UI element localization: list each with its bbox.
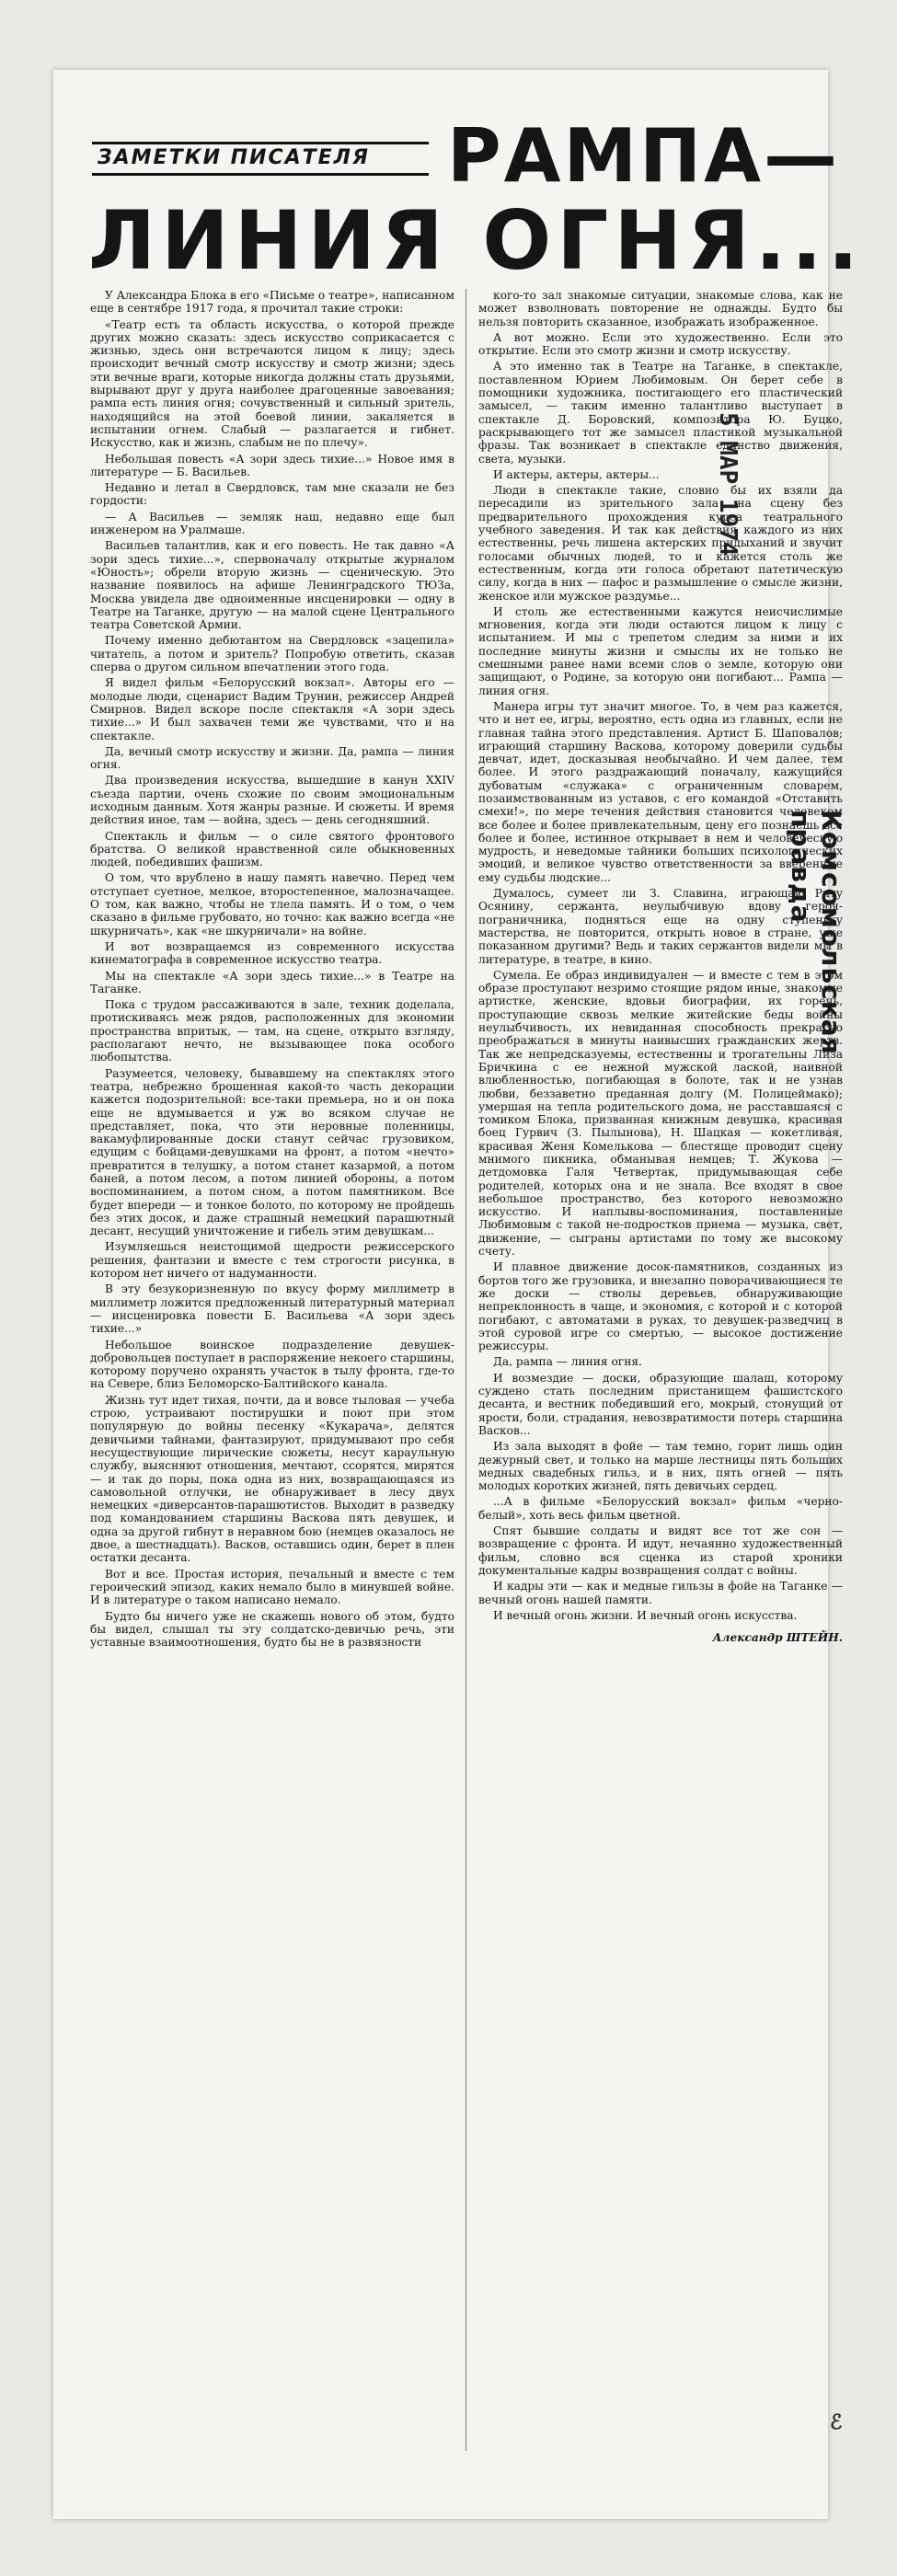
rubric-label: ЗАМЕТКИ ПИСАТЕЛЯ [92, 142, 429, 176]
paragraph: А это именно так в Театре на Таганке, в спектакле, поставленном Юрием Любимовым. Он берет себе в помощники художника, постигающего его пластический замысел, — таким именно талантливо выступает в спектакле Д. Боровский, композитора Ю. Буцко, раскрывающего тот же замысел пластикой музыкальной фразы. Так возникает в спектакле единство движения, света, музыки. [478, 360, 843, 466]
paragraph: Да, вечный смотр искусству и жизни. Да, рампа — линия огня. [90, 744, 454, 772]
paragraph: Манера игры тут значит многое. То, в чем раз кажется, что и нет ее, игры, вероятно, есть одна из главных, если не главная тайна этого представления. Артист Б. Шаповалов; играющий старшину Васкова, которому доверили судьбы девчат, идет, досказывая необычайно. И чем далее, тем более. И этого раздражающий поначалу, кажущийся дубоватым «служака» с ограниченным словарем, позаимствованным из уставов, с его командой «Отставить смехи!», по мере течения действия становится человеком все более и более привлекательным, цену его познаешь все более и более, истинное открывает в нем и человеческую мудрость, и неведомые тайники больших психологических эмоций, и великое чувство ответственности за вверенные ему судьбы людские... [478, 699, 843, 884]
paragraph: Спят бывшие солдаты и видят все тот же сон — возвращение с фронта. И идут, нечаянно художественный фильм, словно вся сценка из старой хроники документальные кадры возвращения солдат с войны. [478, 1524, 843, 1577]
paragraph: Вот и все. Простая история, печальный и вместе с тем героический эпизод, каких немало было в минувшей войне. И в литературе о таком написано немало. [90, 1567, 454, 1607]
paragraph: Васильев талантлив, как и его повесть. Не так давно «А зори здесь тихие...», спервоначалу открытые журналом «Юность»; обрели вторую жизнь — сценическую. Это название появилось на афише Ленинградского ТЮЗа, Москва увидела две одноименные инсценировки — одну в Театре на Таганке, другую — на малой сцене Центрального театра Советской Армии. [90, 539, 454, 632]
paragraph: И столь же естественными кажутся неисчислимые мгновения, когда эти люди остаются лицом к лицу с испытанием. И мы с трепетом следим за ними и их последние минуты жизни и смыслы их не только не смешными ранее нами всеми слов о земле, которую они защищают, о Родине, за которую они погибают... Рампа — линия огня. [478, 604, 843, 697]
paragraph: Спектакль и фильм — о силе святого фронтового братства. О великой нравственной силе обыкновенных людей, победивших фашизм. [90, 829, 454, 869]
paragraph: Недавно и летал в Свердловск, там мне сказали не без гордости: [90, 481, 454, 508]
paragraph: — А Васильев — земляк наш, недавно еще был инженером на Уралмаше. [90, 510, 454, 537]
paragraph: И вечный огонь жизни. И вечный огонь искусства. [493, 1608, 798, 1622]
paragraph: Пока с трудом рассаживаются в зале, техник доделала, протискиваясь меж рядов, расположенных для экономии пространства впритык, — там, на сцене, открыто взгляду, располагают нечто, не вызывающее пока особого любопытства. [90, 998, 454, 1064]
paragraph: Будто бы ничего уже не скажешь нового об этом, будто бы видел, слышал ты эту солдатско-девичью речь, эти уставные взаимоотношения, будто бы не в развязности [90, 1609, 454, 1650]
date-stamp: 5 МАР 1974 [714, 412, 742, 557]
paragraph: И плавное движение досок-памятников, созданных из бортов того же грузовика, и внезапно поворачивающиеся те же доски — стволы деревьев, обнаруживающие непреклонность в чаще, и экономия, с которой и с которой погибают, с автоматами в руках, то девушек-разведчиц в этой суровой игре со смертью, — высокое достижение режиссуры. [478, 1260, 843, 1353]
paragraph: У Александра Блока в его «Письме о театре», написанном еще в сентябре 1917 года, я прочитал такие строки: [90, 289, 454, 316]
paragraph: И вот возвращаемся из современного искусства кинематографа в современное искусство театра. [90, 939, 454, 967]
paragraph: А вот можно. Если это художественно. Если это открытие. Если это смотр жизни и смотр искусству. [478, 330, 843, 358]
headline-line-2: ЛИНИЯ ОГНЯ... [88, 193, 865, 288]
margin-mark-icon: ℰ [830, 2410, 843, 2434]
paragraph: кого-то зал знакомые ситуации, знакомые слова, как не может взволновать повторение не однажды. Будто бы нельзя повторить сказанное, изображать изображенное. [478, 289, 843, 328]
paragraph: Изумляешься неистощимой щедрости режиссерского решения, фантазии и вместе с тем строгости рисунка, в котором нет ничего от надуманности. [90, 1240, 454, 1281]
paragraph: Да, рампа — линия огня. [493, 1355, 642, 1369]
paragraph: Небольшое воинское подразделение девушек-добровольцев поступает в распоряжение некоего старшины, которому поручено охранять участок в тылу фронта, где-то на Севере, близ Беломорско-Балтийского канала. [90, 1338, 454, 1391]
paragraph: «Театр есть та область искусства, о которой прежде других можно сказать: здесь искусство соприкасается с жизнью, здесь они встречаются лицом к лицу; здесь происходит вечный смотр искусству и смотр жизни; здесь эти вечные враги, которые никогда должны стать друзьями, вырывают друг у друга наиболее драгоценные завоевания; рампа есть линия огня; сочувственный и сильный зритель, находящийся на этой боевой линии, закаляется в испытании огнем. Слабый — разлагается и гибнет. Искусство, как и жизнь, слабым не по плечу». [90, 317, 454, 450]
article-column-left [90, 289, 454, 2460]
paragraph: Жизнь тут идет тихая, почти, да и вовсе тыловая — учеба строю, устраивают постирушки и поют при этом популярную до войны песенку «Кукарача», делятся девичьими тайнами, фантазируют, придумывают про себя несуществующие лирические сюжеты, несут караульную службу, выясняют отношения, мечтают, ссорятся, мирятся — и так до поры, пока одна из них, возвращающаяся из самовольной отлучки, не обнаруживает в лесу двух немецких «диверсантов-парашютистов. Выходит в разведку под командованием старшины Васкова пять девушек, и одна за другой гибнут в неравном бою (немцев оказалось не двое, а шестнадцать). Васков, оставшись один, берет в плен остатки десанта. [90, 1393, 454, 1565]
paragraph: Мы на спектакле «А зори здесь тихие...» в Театре на Таганке. [90, 969, 454, 995]
paragraph: Небольшая повесть «А зори здесь тихие...» Новое имя в литературе — Б. Васильев. [90, 452, 454, 478]
paragraph: И кадры эти — как и медные гильзы в фойе на Таганке — вечный огонь нашей памяти. [478, 1580, 843, 1606]
paragraph: Из зала выходят в фойе — там темно, горит лишь один дежурный свет, и только на марше лестницы пять больших медных свадебных гильз, и в них, пять огней — пять молодых коротких жизней, пять девичьих сердец. [478, 1440, 843, 1493]
paragraph: И возмездие — доски, образующие шалаш, которому суждено стать последним пристанищем фашистского десанта, и вестник победивший его, мокрый, стонущий от ярости, боли, страдания, невозвратимости потерь старшина Васков... [478, 1371, 843, 1437]
paragraph: Думалось, сумеет ли З. Славина, играющая Риту Осянину, сержанта, неулыбчивую вдову героя-пограничника, подняться еще на одну ступеньку мастерства, не повторится, открыть новое в стране, уже показанном другими? Ведь и таких сержантов видели мы в литературе, в театре, в кино. [478, 887, 843, 966]
paragraph: Два произведения искусства, вышедшие в канун XXIV съезда партии, очень схожие по своим эмоциональным исходным данным. Хотя жанры разные. И сюжеты. И время действия иное, там — война, здесь — день сегодняшний. [90, 774, 454, 827]
paragraph: Сумела. Ее образ индивидуален — и вместе с тем в этом образе проступают незримо стоящие рядом иные, знакомые артистке, женские, вдовьи биографии, их горечь, проступающие сквозь мелкие житейские беды войны неулыбчивость, их невиданная способность прекрасно преображаться в минуты наивысших гражданских жертв. Так же непредсказуемы, естественны и трогательны Лиза Бричкина с ее нежной мужской лаской, наивной влюбленностью, погибающая в болоте, так и не узнав любви, беззаветно преданная долгу (М. Полицеймако); умершая на тепла родительского дома, не расставшаяся с томиком Блока, призванная книжным девушка, красивая боец Гурвич (З. Пылынова), Н. Шацкая — кокетливая, красивая Женя Комелькова — блестяще проводит сцену мнимого пикника, обманывая немцев; Т. Жукова — детдомовка Галя Четвертак, придумывающая себе родителей, которых она и не знала. Все входят в свое небольшое пространство, без которого невозможно искусство. И наплывы-воспоминания, поставленные Любимовым с такой не-подростков приема — музыка, свет, движение, — сыграны артистами по тому же высокому счету. [478, 968, 843, 1259]
paragraph: И актеры, актеры, актеры... [493, 467, 660, 481]
paragraph: Я видел фильм «Белорусский вокзал». Авторы его — молодые люди, сценарист Вадим Трунин, режиссер Андрей Смирнов. Видел вскоре после спектакля «А зори здесь тихие...» И был захвачен теми же чувствами, что и на спектакле. [90, 676, 454, 742]
author-signature: Александр ШТЕЙН. [712, 1631, 843, 1645]
paragraph: О том, что врублено в нашу память навечно. Перед чем отступает суетное, мелкое, второстепенное, малозначащее. О том, как важно, чтобы не тлела память. И о том, о чем сказано в фильме грубовато, но точно: как важно всегда «не шкурничать», как «не шкурничали» на войне. [90, 871, 454, 937]
paragraph: Люди в спектакле такие, словно бы их взяли да пересадили из зрительного зала на сцену без предварительного прохождения курса театрального учебного заведения. И так как действия каждого из них естественны, речь лишена актерских придыханий и звучит голосами обычных людей, то и кажется столь же естественным, когда эти голоса обретают патетическую силу, когда в них — пафос и размышление о смысле жизни, женское или мужское раздумье... [478, 484, 843, 603]
paragraph: Почему именно дебютантом на Свердловск «зацепила» читатель, а потом и зритель? Попробую ответить, сказав сперва о другом сильном впечатлении этого года. [90, 634, 454, 674]
newspaper-name-stamp: Комсомольская правда [786, 810, 846, 1055]
article-column-right [478, 289, 843, 2460]
paragraph: ...А в фильме «Белорусский вокзал» фильм «черно-белый», хоть весь фильм цветной. [478, 1495, 843, 1522]
headline-line-1: РАМПА— [447, 113, 841, 199]
paragraph: В эту безукоризненную по вкусу форму миллиметр в миллиметр ложится предложенный литературный материал — инсценировка повести Б. Васильева «А зори здесь тихие...» [90, 1282, 454, 1336]
paragraph: Разумеется, человеку, бывавшему на спектаклях этого театра, небрежно брошенная какой-то часть декорации кажется подозрительной: все-таки премьера, но и он пока еще не вдумывается и уж во всяком случае не представляет, пока, что эти неровные поленницы, вакамуфлированные доски станут сейчас грузовиком, едущим с бойцами-девушками на фронт, а потом «нечто» превратится в телушку, а потом станет казармой, а потом баней, а потом лесом, а потом линией обороны, а потом воспоминанием, а потом сном, а потом памятником. Все будет впереди — и тонкое болото, по которому не пройдешь без этих досок, и даже страшный немецкий парашютный десант, несущий уничтожение и гибель этим девушкам... [90, 1066, 454, 1238]
